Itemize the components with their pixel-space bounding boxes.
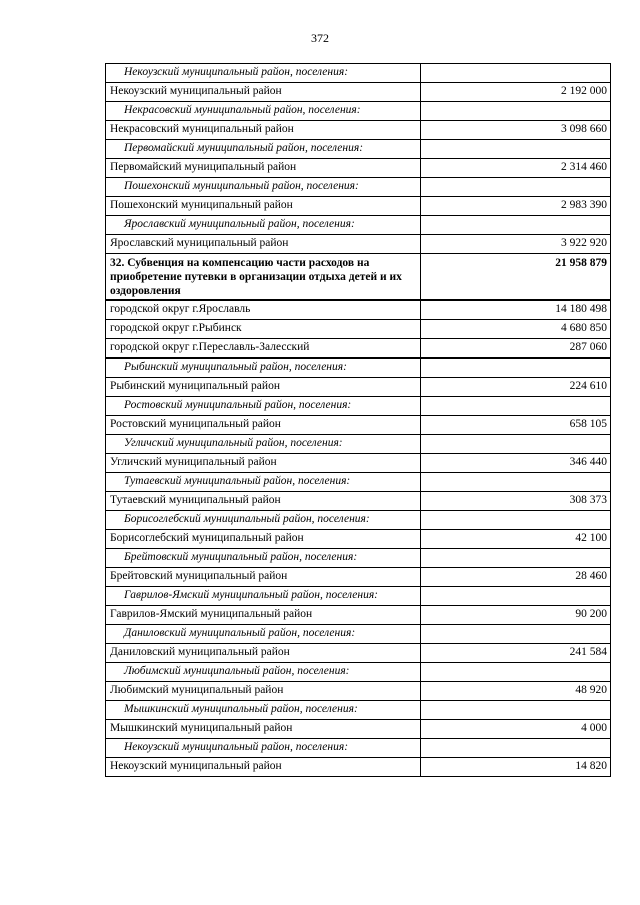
subheader-label: Тутаевский муниципальный район, поселения: <box>106 473 421 492</box>
table-row <box>106 339 611 359</box>
amount-value: 224 610 <box>421 378 611 397</box>
district-name: Гаврилов-Ямский муниципальный район <box>106 606 421 625</box>
district-name: Некоузский муниципальный район <box>106 758 421 777</box>
amount-value: 2 192 000 <box>421 83 611 102</box>
table-row <box>106 320 611 339</box>
settlements-subheader-row <box>106 511 611 530</box>
amount-value <box>421 587 611 606</box>
amount-value: 14 820 <box>421 758 611 777</box>
table-row <box>106 568 611 587</box>
amount-value <box>421 178 611 197</box>
district-name: городской округ г.Ярославль <box>106 300 421 320</box>
settlements-subheader-row <box>106 178 611 197</box>
amount-value: 287 060 <box>421 339 611 359</box>
subheader-label: Пошехонский муниципальный район, поселения: <box>106 178 421 197</box>
amount-value <box>421 64 611 83</box>
table-row <box>106 159 611 178</box>
district-name: городской округ г.Рыбинск <box>106 320 421 339</box>
table-row <box>106 682 611 701</box>
amount-value: 3 922 920 <box>421 235 611 254</box>
amount-value: 90 200 <box>421 606 611 625</box>
table-row <box>106 416 611 435</box>
amount-value <box>421 140 611 159</box>
settlements-subheader-row <box>106 397 611 416</box>
settlements-subheader-row <box>106 216 611 235</box>
amount-value: 308 373 <box>421 492 611 511</box>
amount-value <box>421 358 611 378</box>
subheader-label: Рыбинский муниципальный район, поселения: <box>106 358 421 378</box>
amount-value <box>421 663 611 682</box>
amount-value <box>421 397 611 416</box>
subheader-label: Гаврилов-Ямский муниципальный район, поселения: <box>106 587 421 606</box>
subheader-label: Некрасовский муниципальный район, поселения: <box>106 102 421 121</box>
district-name: Первомайский муниципальный район <box>106 159 421 178</box>
amount-value: 42 100 <box>421 530 611 549</box>
subheader-label: Некоузский муниципальный район, поселения: <box>106 739 421 758</box>
subheader-label: Даниловский муниципальный район, поселения: <box>106 625 421 644</box>
amount-value: 3 098 660 <box>421 121 611 140</box>
amount-value: 346 440 <box>421 454 611 473</box>
page-number: 372 <box>311 31 329 45</box>
subheader-label: Брейтовский муниципальный район, поселения: <box>106 549 421 568</box>
settlements-subheader-row <box>106 102 611 121</box>
district-name: Любимский муниципальный район <box>106 682 421 701</box>
district-name: Некоузский муниципальный район <box>106 83 421 102</box>
section-row <box>106 254 611 301</box>
district-name: городской округ г.Переславль-Залесский <box>106 339 421 359</box>
settlements-subheader-row <box>106 435 611 454</box>
settlements-subheader-row <box>106 549 611 568</box>
district-name: Борисоглебский муниципальный район <box>106 530 421 549</box>
district-name: Угличский муниципальный район <box>106 454 421 473</box>
amount-value: 658 105 <box>421 416 611 435</box>
district-name: Ростовский муниципальный район <box>106 416 421 435</box>
budget-table <box>105 63 611 777</box>
table-row <box>106 121 611 140</box>
amount-value: 48 920 <box>421 682 611 701</box>
table-row <box>106 606 611 625</box>
table-row <box>106 720 611 739</box>
amount-value: 241 584 <box>421 644 611 663</box>
amount-value <box>421 511 611 530</box>
amount-value <box>421 216 611 235</box>
settlements-subheader-row <box>106 473 611 492</box>
settlements-subheader-row <box>106 64 611 83</box>
settlements-subheader-row <box>106 140 611 159</box>
table-body <box>106 64 611 777</box>
amount-value: 2 983 390 <box>421 197 611 216</box>
amount-value: 4 680 850 <box>421 320 611 339</box>
district-name: Тутаевский муниципальный район <box>106 492 421 511</box>
district-name: Пошехонский муниципальный район <box>106 197 421 216</box>
district-name: Некрасовский муниципальный район <box>106 121 421 140</box>
subheader-label: Первомайский муниципальный район, поселения: <box>106 140 421 159</box>
subheader-label: Некоузский муниципальный район, поселения: <box>106 64 421 83</box>
settlements-subheader-row <box>106 625 611 644</box>
settlements-subheader-row <box>106 358 611 378</box>
amount-value <box>421 435 611 454</box>
table-row <box>106 83 611 102</box>
district-name: Ярославский муниципальный район <box>106 235 421 254</box>
amount-value: 14 180 498 <box>421 300 611 320</box>
subheader-label: Ростовский муниципальный район, поселения: <box>106 397 421 416</box>
table-row <box>106 197 611 216</box>
subheader-label: Любимский муниципальный район, поселения: <box>106 663 421 682</box>
table-row <box>106 644 611 663</box>
table-row <box>106 300 611 320</box>
amount-value <box>421 102 611 121</box>
amount-value <box>421 701 611 720</box>
settlements-subheader-row <box>106 739 611 758</box>
district-name: Мышкинский муниципальный район <box>106 720 421 739</box>
table-row <box>106 454 611 473</box>
amount-value: 4 000 <box>421 720 611 739</box>
settlements-subheader-row <box>106 663 611 682</box>
settlements-subheader-row <box>106 701 611 720</box>
district-name: Даниловский муниципальный район <box>106 644 421 663</box>
amount-value <box>421 625 611 644</box>
district-name: Рыбинский муниципальный район <box>106 378 421 397</box>
section-total: 21 958 879 <box>421 254 611 301</box>
amount-value: 28 460 <box>421 568 611 587</box>
subheader-label: Угличский муниципальный район, поселения: <box>106 435 421 454</box>
settlements-subheader-row <box>106 587 611 606</box>
subheader-label: Мышкинский муниципальный район, поселения: <box>106 701 421 720</box>
amount-value <box>421 739 611 758</box>
table-row <box>106 492 611 511</box>
section-title: 32. Субвенция на компенсацию части расходов на приобретение путевки в организации отдыха детей и их оздоровления <box>106 254 421 301</box>
amount-value <box>421 473 611 492</box>
table-row <box>106 758 611 777</box>
table-row <box>106 235 611 254</box>
table-row <box>106 378 611 397</box>
amount-value: 2 314 460 <box>421 159 611 178</box>
amount-value <box>421 549 611 568</box>
district-name: Брейтовский муниципальный район <box>106 568 421 587</box>
table-row <box>106 530 611 549</box>
subheader-label: Ярославский муниципальный район, поселения: <box>106 216 421 235</box>
subheader-label: Борисоглебский муниципальный район, поселения: <box>106 511 421 530</box>
